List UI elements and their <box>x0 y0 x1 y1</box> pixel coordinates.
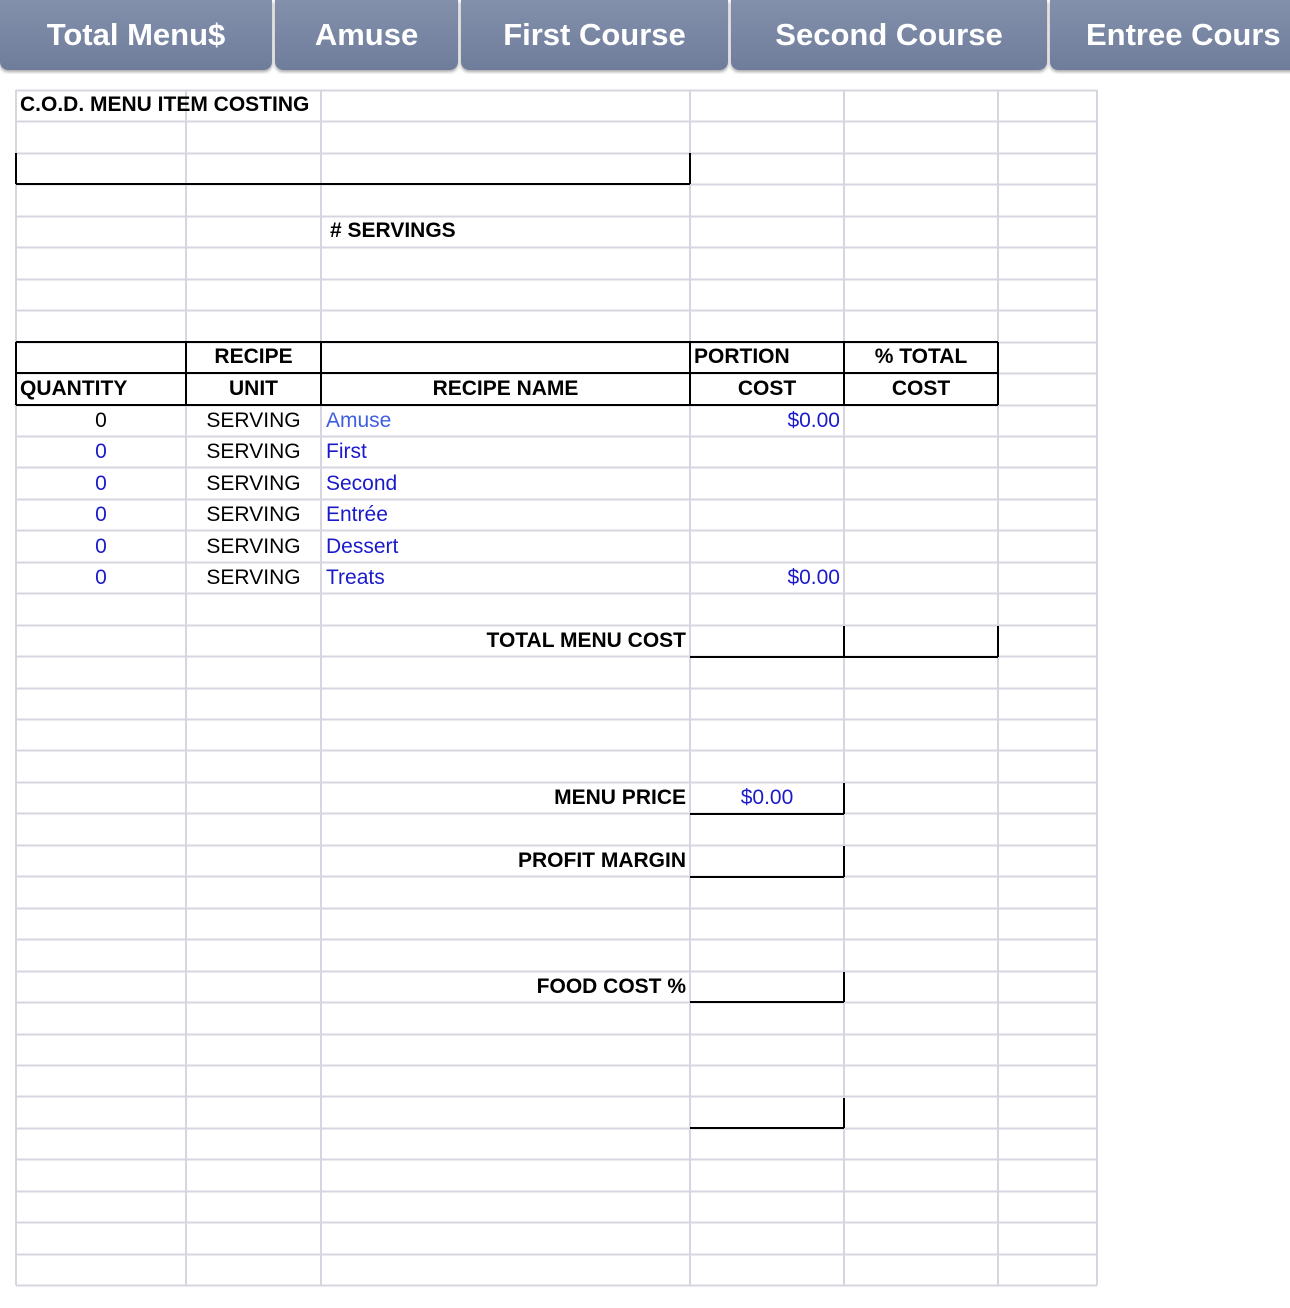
profit-margin-label[interactable]: PROFIT MARGIN <box>518 849 686 872</box>
tab-total-menu[interactable]: Total Menu$ <box>0 0 272 70</box>
recipe-name-cell[interactable]: Second <box>326 472 398 495</box>
portion-cost-header-bottom[interactable]: COST <box>737 377 797 400</box>
portion-cost-header-top[interactable]: PORTION <box>694 345 790 368</box>
quantity-cell[interactable]: 0 <box>95 503 107 526</box>
portion-cost-cell[interactable]: $0.00 <box>787 409 840 432</box>
servings-label[interactable]: # SERVINGS <box>330 219 456 242</box>
recipe-name-cell[interactable]: Entrée <box>326 503 388 526</box>
tab-entree-course[interactable]: Entree Cours <box>1050 0 1290 70</box>
unit-cell[interactable]: SERVING <box>206 535 301 558</box>
quantity-cell[interactable]: 0 <box>95 472 107 495</box>
portion-cost-cell[interactable]: $0.00 <box>787 566 840 589</box>
recipe-unit-header-bottom[interactable]: UNIT <box>229 377 278 400</box>
menu-price-label[interactable]: MENU PRICE <box>554 786 686 809</box>
tab-second-course[interactable]: Second Course <box>731 0 1047 70</box>
sheet-title[interactable]: C.O.D. MENU ITEM COSTING <box>20 93 310 116</box>
total-menu-cost-label[interactable]: TOTAL MENU COST <box>486 629 686 652</box>
unit-cell[interactable]: SERVING <box>206 566 301 589</box>
pct-total-header-bottom[interactable]: COST <box>891 377 951 400</box>
recipe-unit-header-top[interactable]: RECIPE <box>214 345 293 368</box>
unit-cell[interactable]: SERVING <box>206 472 301 495</box>
recipe-name-cell[interactable]: Amuse <box>326 409 392 432</box>
recipe-name-cell[interactable]: Treats <box>326 566 385 589</box>
tab-amuse[interactable]: Amuse <box>275 0 458 70</box>
recipe-name-header[interactable]: RECIPE NAME <box>432 377 579 400</box>
unit-cell[interactable]: SERVING <box>206 440 301 463</box>
menu-price-input[interactable]: $0.00 <box>740 786 794 809</box>
pct-total-header-top[interactable]: % TOTAL <box>874 345 968 368</box>
tab-first-course[interactable]: First Course <box>461 0 728 70</box>
quantity-cell[interactable]: 0 <box>95 535 107 558</box>
recipe-name-cell[interactable]: First <box>326 440 367 463</box>
quantity-cell[interactable]: 0 <box>95 440 107 463</box>
food-cost-label[interactable]: FOOD COST % <box>536 975 686 998</box>
quantity-header[interactable]: QUANTITY <box>20 377 128 400</box>
sheet-tab-bar <box>0 0 1290 74</box>
quantity-cell[interactable]: 0 <box>95 566 107 589</box>
unit-cell[interactable]: SERVING <box>206 503 301 526</box>
unit-cell[interactable]: SERVING <box>206 409 301 432</box>
quantity-cell[interactable]: 0 <box>95 409 107 432</box>
recipe-name-cell[interactable]: Dessert <box>326 535 399 558</box>
